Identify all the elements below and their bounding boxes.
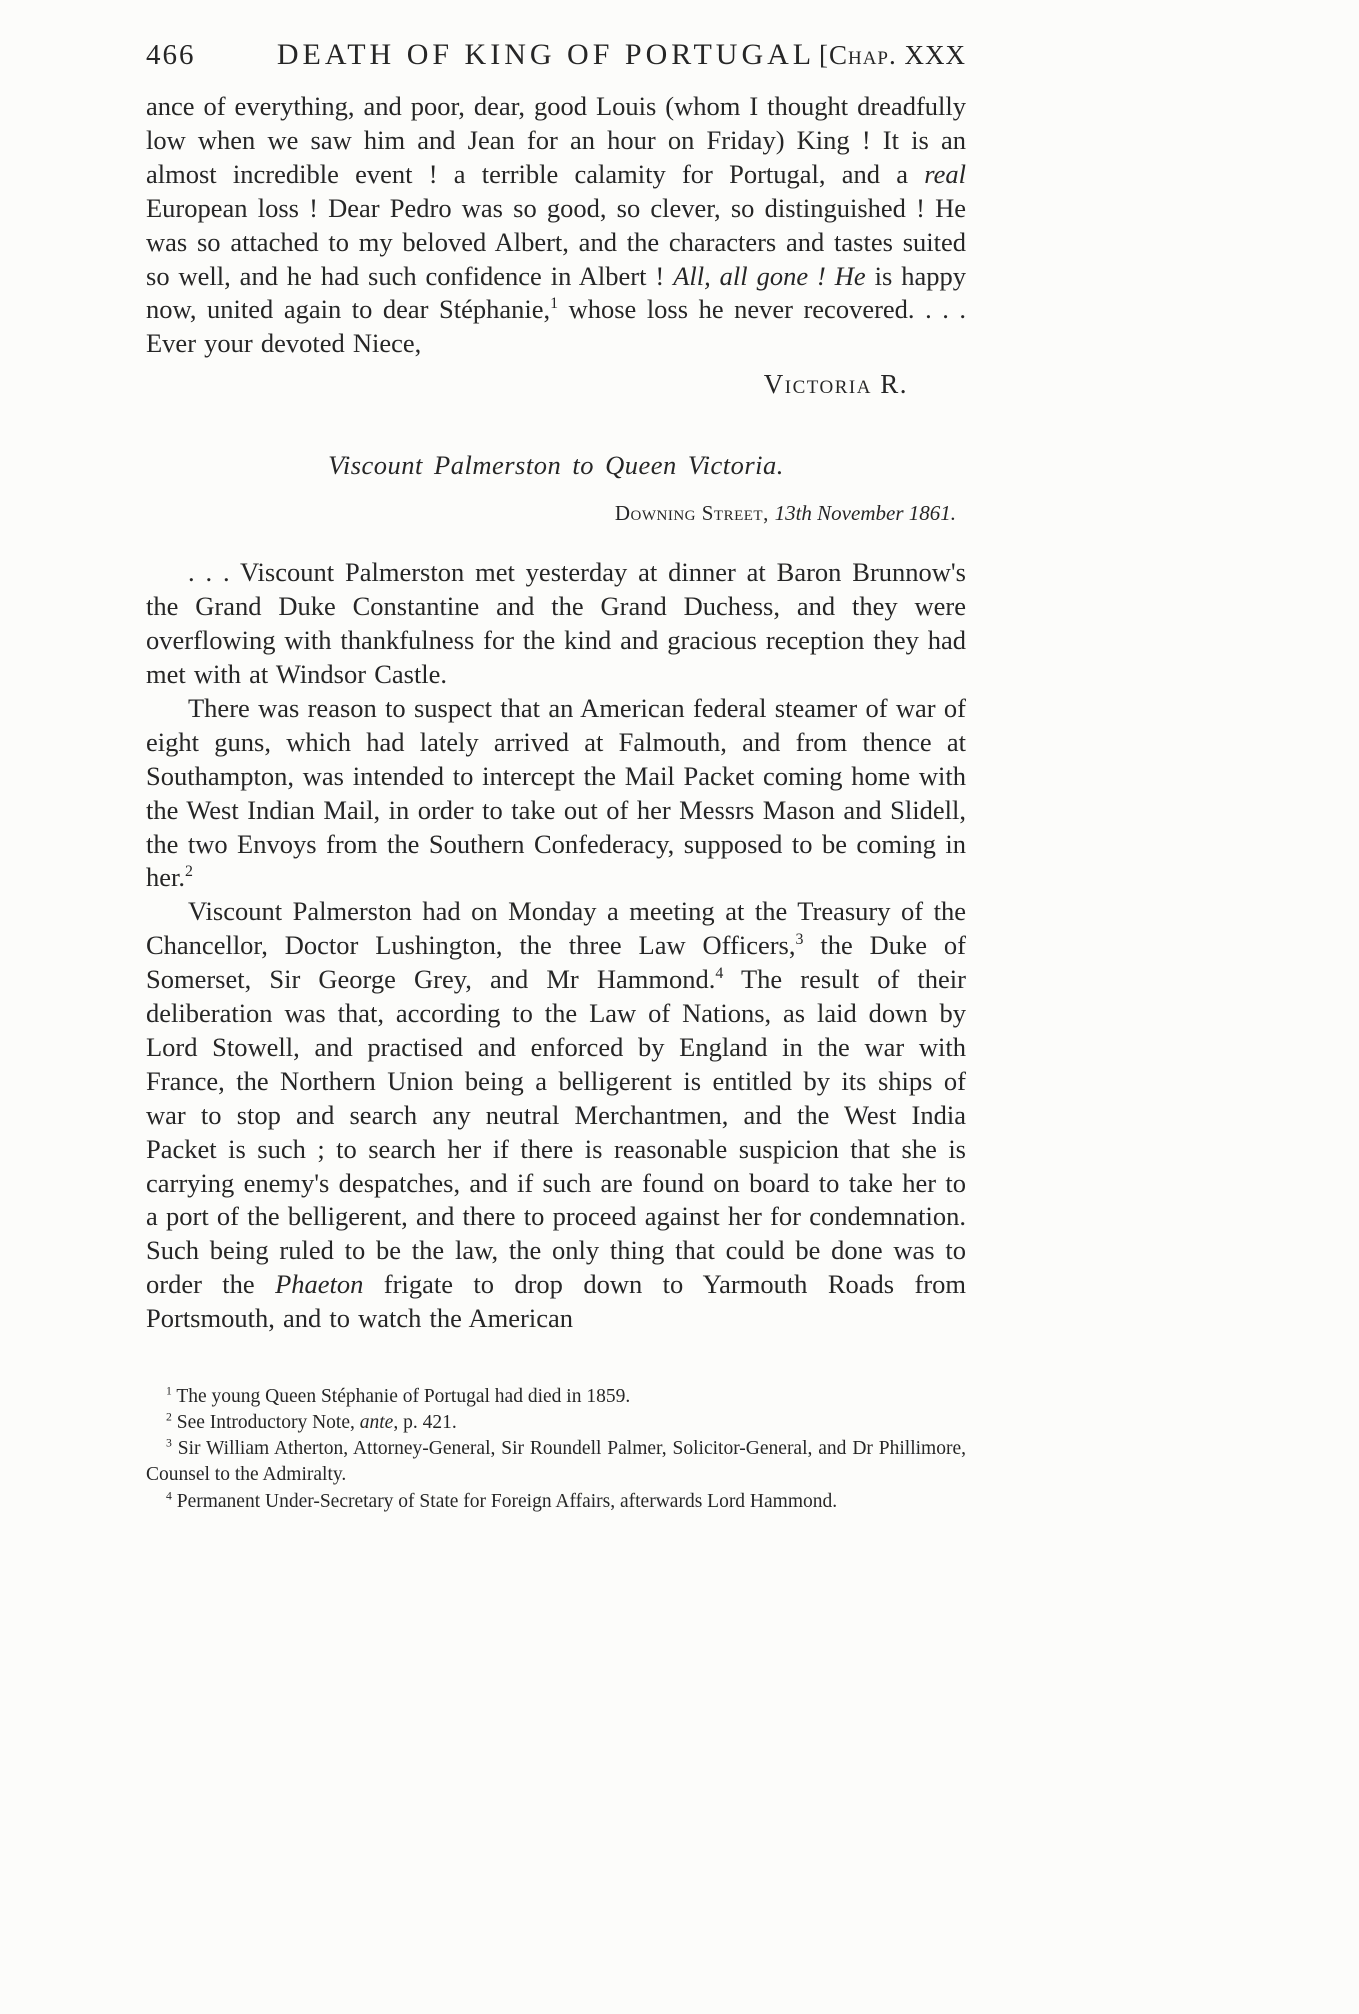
dateline: Downing Street, 13th November 1861. — [614, 501, 956, 526]
page-content — [146, 38, 966, 1515]
footnote: $^1$ The young Queen Stéphanie of Portugal had died in 1859. — [166, 1384, 631, 1408]
footnote: $^4$ Permanent Under-Secretary of State for Foreign Affairs, afterwards Lord Hammond. — [166, 1489, 838, 1512]
victoria-letter-body: ance of everything, and poor, dear, good Louis (whom I thought dreadfully low when we saw him and Jean for an hour on Friday) King ! It is an almost incredible event ! a terrible calamity for Portugal, and a real European loss ! Dear Pedro was so good, so clever, so distinguished ! He was so attached to my beloved Albert, and the characters and tastes suited so well, and he had such confidence in Albert ! All, all gone ! He is happy now, united again to dear Stéphanie,$^1$ whose loss he never recovered. . . . Ever your devoted Niece, — [146, 91, 966, 359]
signature: Victoria R. — [763, 369, 908, 400]
footnote: $^3$ Sir William Atherton, Attorney-General, Sir Roundell Palmer, Solicitor-General, and Dr Phillimore, Counsel to the Admiralty. — [146, 1436, 966, 1486]
paragraph: There was reason to suspect that an American federal steamer of war of eight guns, which had lately arrived at Falmouth, and from thence at Southampton, was intended to intercept the Mail Packet coming home with the West Indian Mail, in order to take out of her Messrs Mason and Slidell, the two Envoys from the Southern Confederacy, supposed to be coming in her.$^2$ — [146, 692, 966, 893]
letter-heading: Viscount Palmerston to Queen Victoria. — [328, 450, 784, 481]
footnotes-section — [146, 1384, 966, 1515]
footnote: $^2$ See Introductory Note, ante, p. 421. — [166, 1410, 457, 1434]
page-number: 466 — [146, 39, 196, 71]
chapter-label: [Chap. XXX — [818, 40, 966, 70]
running-head — [146, 38, 966, 72]
paragraph: . . . Viscount Palmerston met yesterday at dinner at Baron Brunnow's the Grand Duke Constantine and the Grand Duchess, and they were overflowing with thankfulness for the kind and gracious reception they had met with at Windsor Castle. — [146, 557, 966, 689]
running-title: DEATH OF KING OF PORTUGAL — [276, 38, 816, 71]
paragraph: Viscount Palmerston had on Monday a meeting at the Treasury of the Chancellor, Doctor Lushington, the three Law Officers,$^3$ the Duke of Somerset, Sir George Grey, and Mr Hammond.$^4$ The result of their deliberation was that, according to the Law of Nations, as laid down by Lord Stowell, and practised and enforced by England in the war with France, the Northern Union being a belligerent is entitled by its ships of war to stop and search any neutral Merchantmen, and the West India Packet is such ; to search her if there is reasonable suspicion that she is carrying enemy's despatches, and if such are found on board to take her to a port of the belligerent, and there to proceed against her for condemnation. Such being ruled to be the law, the only thing that could be done was to order the Phaeton frigate to drop down to Yarmouth Roads from Portsmouth, and to watch the American — [146, 896, 966, 1334]
